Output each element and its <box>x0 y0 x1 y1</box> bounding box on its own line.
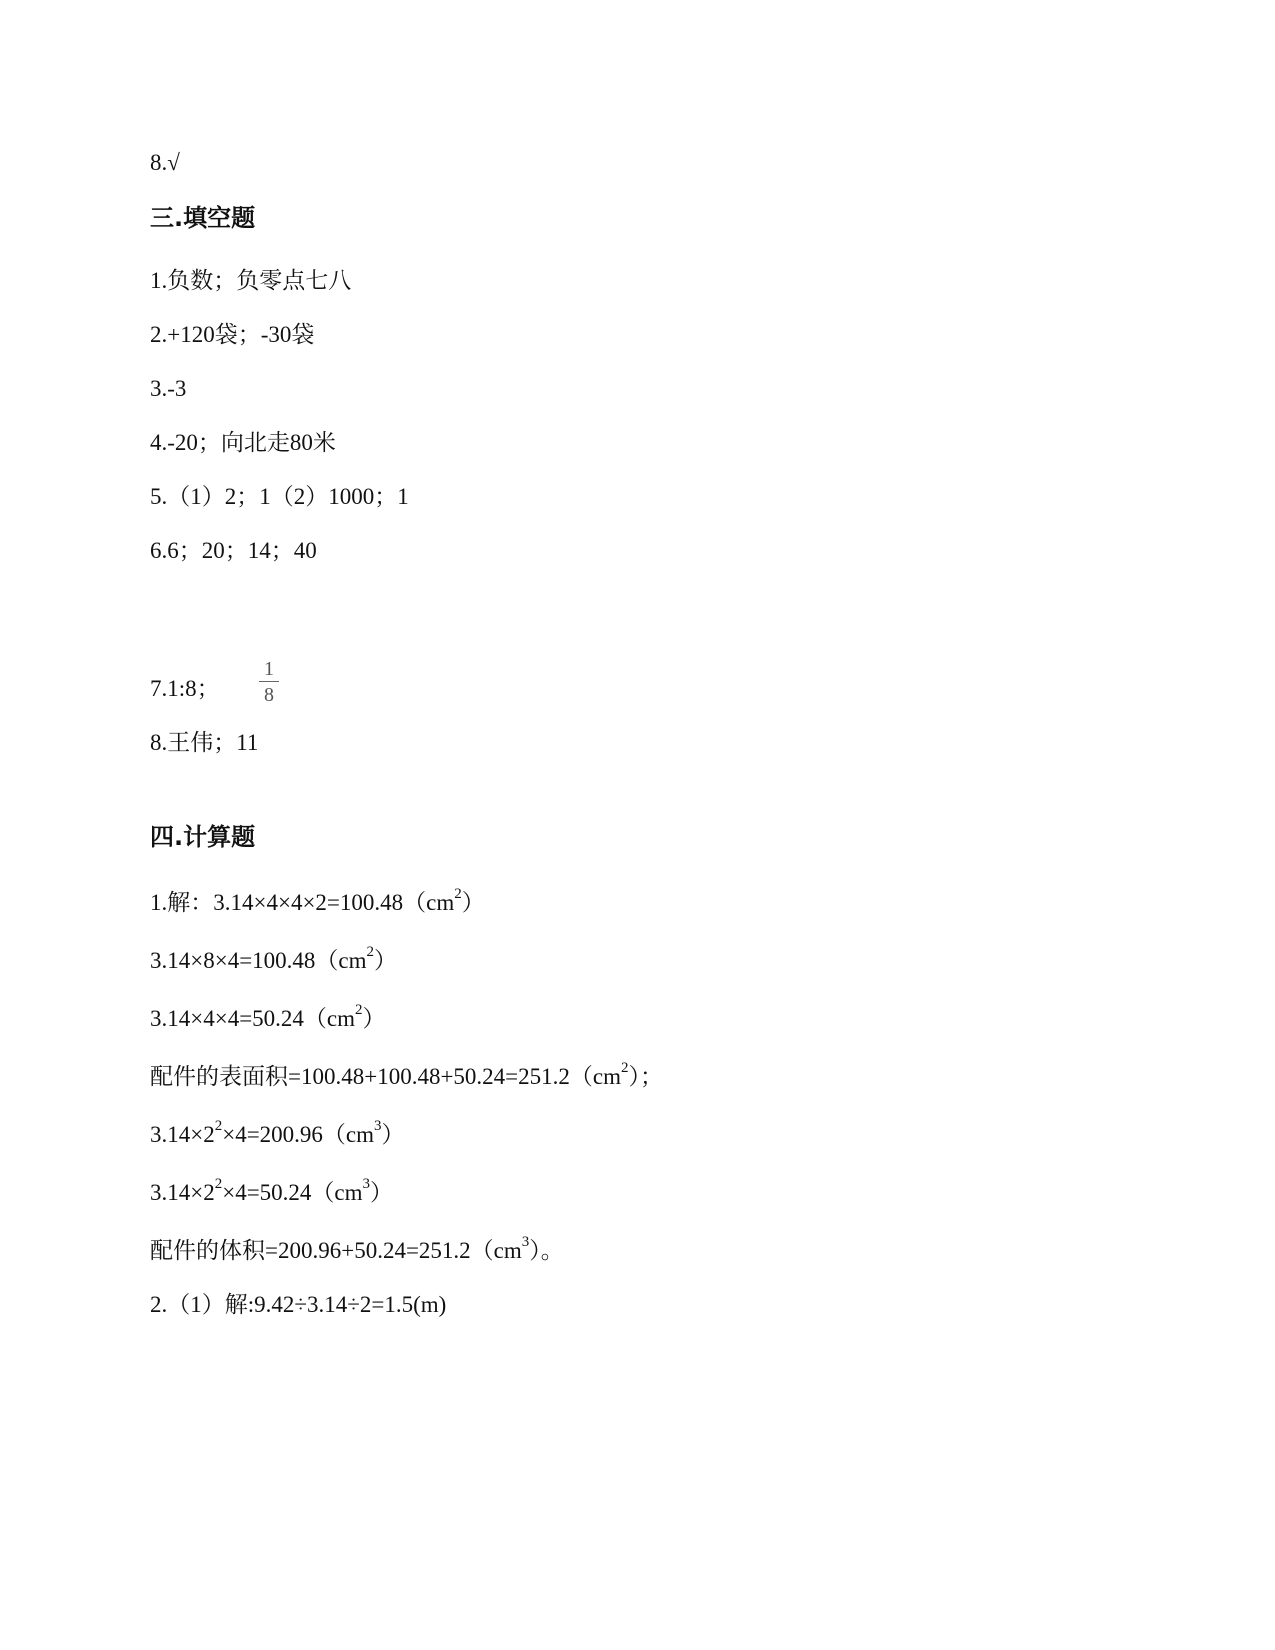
calc-text: ） <box>461 890 485 915</box>
calc-text: ） <box>370 1180 394 1205</box>
calc-text: ）； <box>628 1064 663 1089</box>
calc-text: 3.14×2 <box>150 1122 215 1147</box>
calc-text: ） <box>374 948 398 973</box>
calc-exponent: 2 <box>355 1002 363 1019</box>
calc-line <box>150 1178 393 1208</box>
calc-text: ×4=200.96（cm <box>222 1122 375 1147</box>
calc-line <box>150 888 485 918</box>
calc-exponent: 2 <box>620 1060 629 1077</box>
calc-line: 2.（1）解:9.42÷3.14÷2=1.5(m) <box>150 1292 447 1317</box>
calc-line <box>150 1236 564 1266</box>
fraction-bar <box>259 681 279 682</box>
answer-line: 4.-20；向北走80米 <box>150 430 336 455</box>
calc-text: ）。 <box>529 1238 564 1263</box>
section-heading-fill-blank: 三.填空题 <box>150 204 256 232</box>
answer-line: 1.负数；负零点七八 <box>150 268 352 293</box>
calc-text: 3.14×2 <box>150 1180 215 1205</box>
fraction-one-eighth <box>258 658 280 706</box>
answer-line: 5.（1）2；1（2）1000；1 <box>150 484 409 509</box>
calc-text: ） <box>362 1006 386 1031</box>
calc-text: 配件的体积=200.96+50.24=251.2（cm <box>150 1238 522 1263</box>
calc-text: 1.解：3.14×4×4×2=100.48（cm <box>150 890 455 915</box>
calc-text: ×4=50.24（cm <box>222 1180 363 1205</box>
answer-line: 7.1:8； <box>150 676 220 701</box>
answer-line: 2.+120袋；-30袋 <box>150 322 315 347</box>
calc-text: 3.14×4×4=50.24（cm <box>150 1006 356 1031</box>
calc-exponent: 3 <box>521 1234 530 1251</box>
fraction-denominator: 8 <box>264 684 274 706</box>
calc-exponent: 2 <box>214 1118 223 1135</box>
calc-exponent: 2 <box>366 944 375 961</box>
calc-line <box>150 1004 386 1034</box>
calc-text: 3.14×8×4=100.48（cm <box>150 948 367 973</box>
calc-exponent: 2 <box>454 886 462 903</box>
answer-line: 8.√ <box>150 150 180 175</box>
calc-line <box>150 1120 405 1150</box>
calc-exponent: 3 <box>374 1118 382 1135</box>
calc-exponent: 3 <box>362 1176 371 1193</box>
fraction-numerator: 1 <box>264 658 274 680</box>
calc-line <box>150 1062 663 1092</box>
answer-line: 3.-3 <box>150 376 187 401</box>
calc-line <box>150 946 397 976</box>
answer-line: 6.6；20；14；40 <box>150 538 317 563</box>
calc-text: ） <box>381 1122 405 1147</box>
section-heading-calculation: 四.计算题 <box>150 823 256 851</box>
calc-text: 配件的表面积=100.48+100.48+50.24=251.2（cm <box>150 1064 621 1089</box>
calc-exponent: 2 <box>214 1176 223 1193</box>
answer-line: 8.王伟；11 <box>150 730 259 755</box>
